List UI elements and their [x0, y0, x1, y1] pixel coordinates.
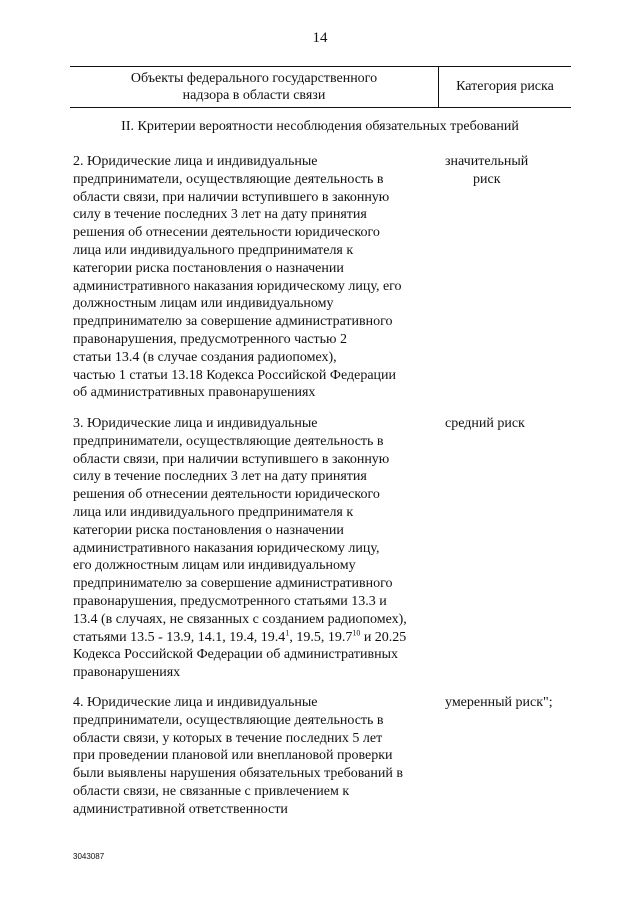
- item-line: лица или индивидуального предпринимателя к: [73, 504, 354, 520]
- item-line: лица или индивидуального предпринимателя к: [73, 242, 354, 258]
- item-line: предпринимателю за совершение административного: [73, 576, 393, 592]
- header-objects-cell: [70, 67, 439, 107]
- item-line: предприниматели, осуществляющие деятельность в: [73, 171, 384, 187]
- item-line: предприниматели, осуществляющие деятельность в: [73, 712, 384, 728]
- item-line: статьи 13.4 (в случае создания радиопомех),: [73, 349, 337, 365]
- item-line: категории риска постановления о назначении: [73, 522, 344, 538]
- articles-text-c: и 20.25: [360, 629, 407, 645]
- item-line: 3. Юридические лица и индивидуальные: [73, 416, 318, 431]
- articles-text-a: статьями 13.5 - 13.9, 14.1, 19.4, 19.4: [73, 629, 286, 645]
- page-number: 14: [312, 30, 328, 46]
- item-line: должностным лицам или индивидуальному: [73, 296, 334, 312]
- item-line: предприниматели, осуществляющие деятельность в: [73, 433, 384, 449]
- criterion-item-3: [73, 415, 443, 682]
- item-line: административной ответственности: [73, 801, 288, 817]
- item-line: административного наказания юридическому лицу,: [73, 540, 380, 556]
- item-line: 13.4 (в случаях, не связанных с созданием радиопомех),: [73, 611, 407, 627]
- header-table: [70, 66, 571, 108]
- item-line: частью 1 статьи 13.18 Кодекса Российской Федерации: [73, 367, 397, 383]
- risk-line: значительный: [445, 154, 529, 169]
- section-title: II. Критерии вероятности несоблюдения обязательных требований: [121, 119, 519, 134]
- criterion-item-2: [73, 153, 443, 402]
- item-line: категории риска постановления о назначении: [73, 260, 344, 276]
- item-line: правонарушениях: [73, 665, 181, 681]
- criterion-item-4: [73, 694, 443, 819]
- header-objects-line-1: Объекты федерального государственного: [130, 71, 378, 86]
- item-line: правонарушения, предусмотренного частью 2: [73, 331, 348, 347]
- item-line: области связи, при наличии вступившего в законную: [73, 451, 390, 467]
- item-line: силу в течение последних 3 лет на дату принятия: [73, 207, 367, 223]
- item-line: области связи, при наличии вступившего в законную: [73, 189, 390, 205]
- item-line: административного наказания юридическому лицу, его: [73, 278, 402, 294]
- risk-category-significant: [445, 153, 595, 189]
- superscript-1: 1: [285, 627, 290, 637]
- risk-category-medium: средний риск: [445, 416, 525, 431]
- item-line: правонарушения, предусмотренного статьями 13.3 и: [73, 593, 387, 609]
- item-line: при проведении плановой или внеплановой проверки: [73, 748, 393, 764]
- risk-category-moderate: умеренный риск";: [445, 695, 553, 710]
- item-line: области связи, не связанные с привлечением к: [73, 783, 350, 799]
- document-code: 3043087: [73, 852, 105, 861]
- superscript-10: 10: [352, 627, 361, 637]
- item-line: 4. Юридические лица и индивидуальные: [73, 695, 318, 710]
- articles-text-b: , 19.5, 19.7: [289, 629, 353, 645]
- item-line: предпринимателю за совершение административного: [73, 314, 393, 330]
- item-line: решения об отнесении деятельности юридического: [73, 487, 380, 503]
- item-line: силу в течение последних 3 лет на дату принятия: [73, 469, 367, 485]
- item-line-articles: [73, 629, 443, 647]
- item-line: 2. Юридические лица и индивидуальные: [73, 154, 318, 169]
- item-line: были выявлены нарушения обязательных требований в: [73, 766, 403, 782]
- item-line: Кодекса Российской Федерации об административных: [73, 647, 399, 663]
- item-line: об административных правонарушениях: [73, 385, 316, 401]
- item-line: области связи, у которых в течение последних 5 лет: [73, 730, 383, 746]
- item-line: его должностным лицам или индивидуальному: [73, 558, 356, 574]
- item-line: решения об отнесении деятельности юридического: [73, 225, 380, 241]
- header-objects-line-2: надзора в области связи: [182, 88, 326, 103]
- header-risk-category-cell: Категория риска: [456, 79, 554, 94]
- risk-line: риск: [473, 171, 501, 187]
